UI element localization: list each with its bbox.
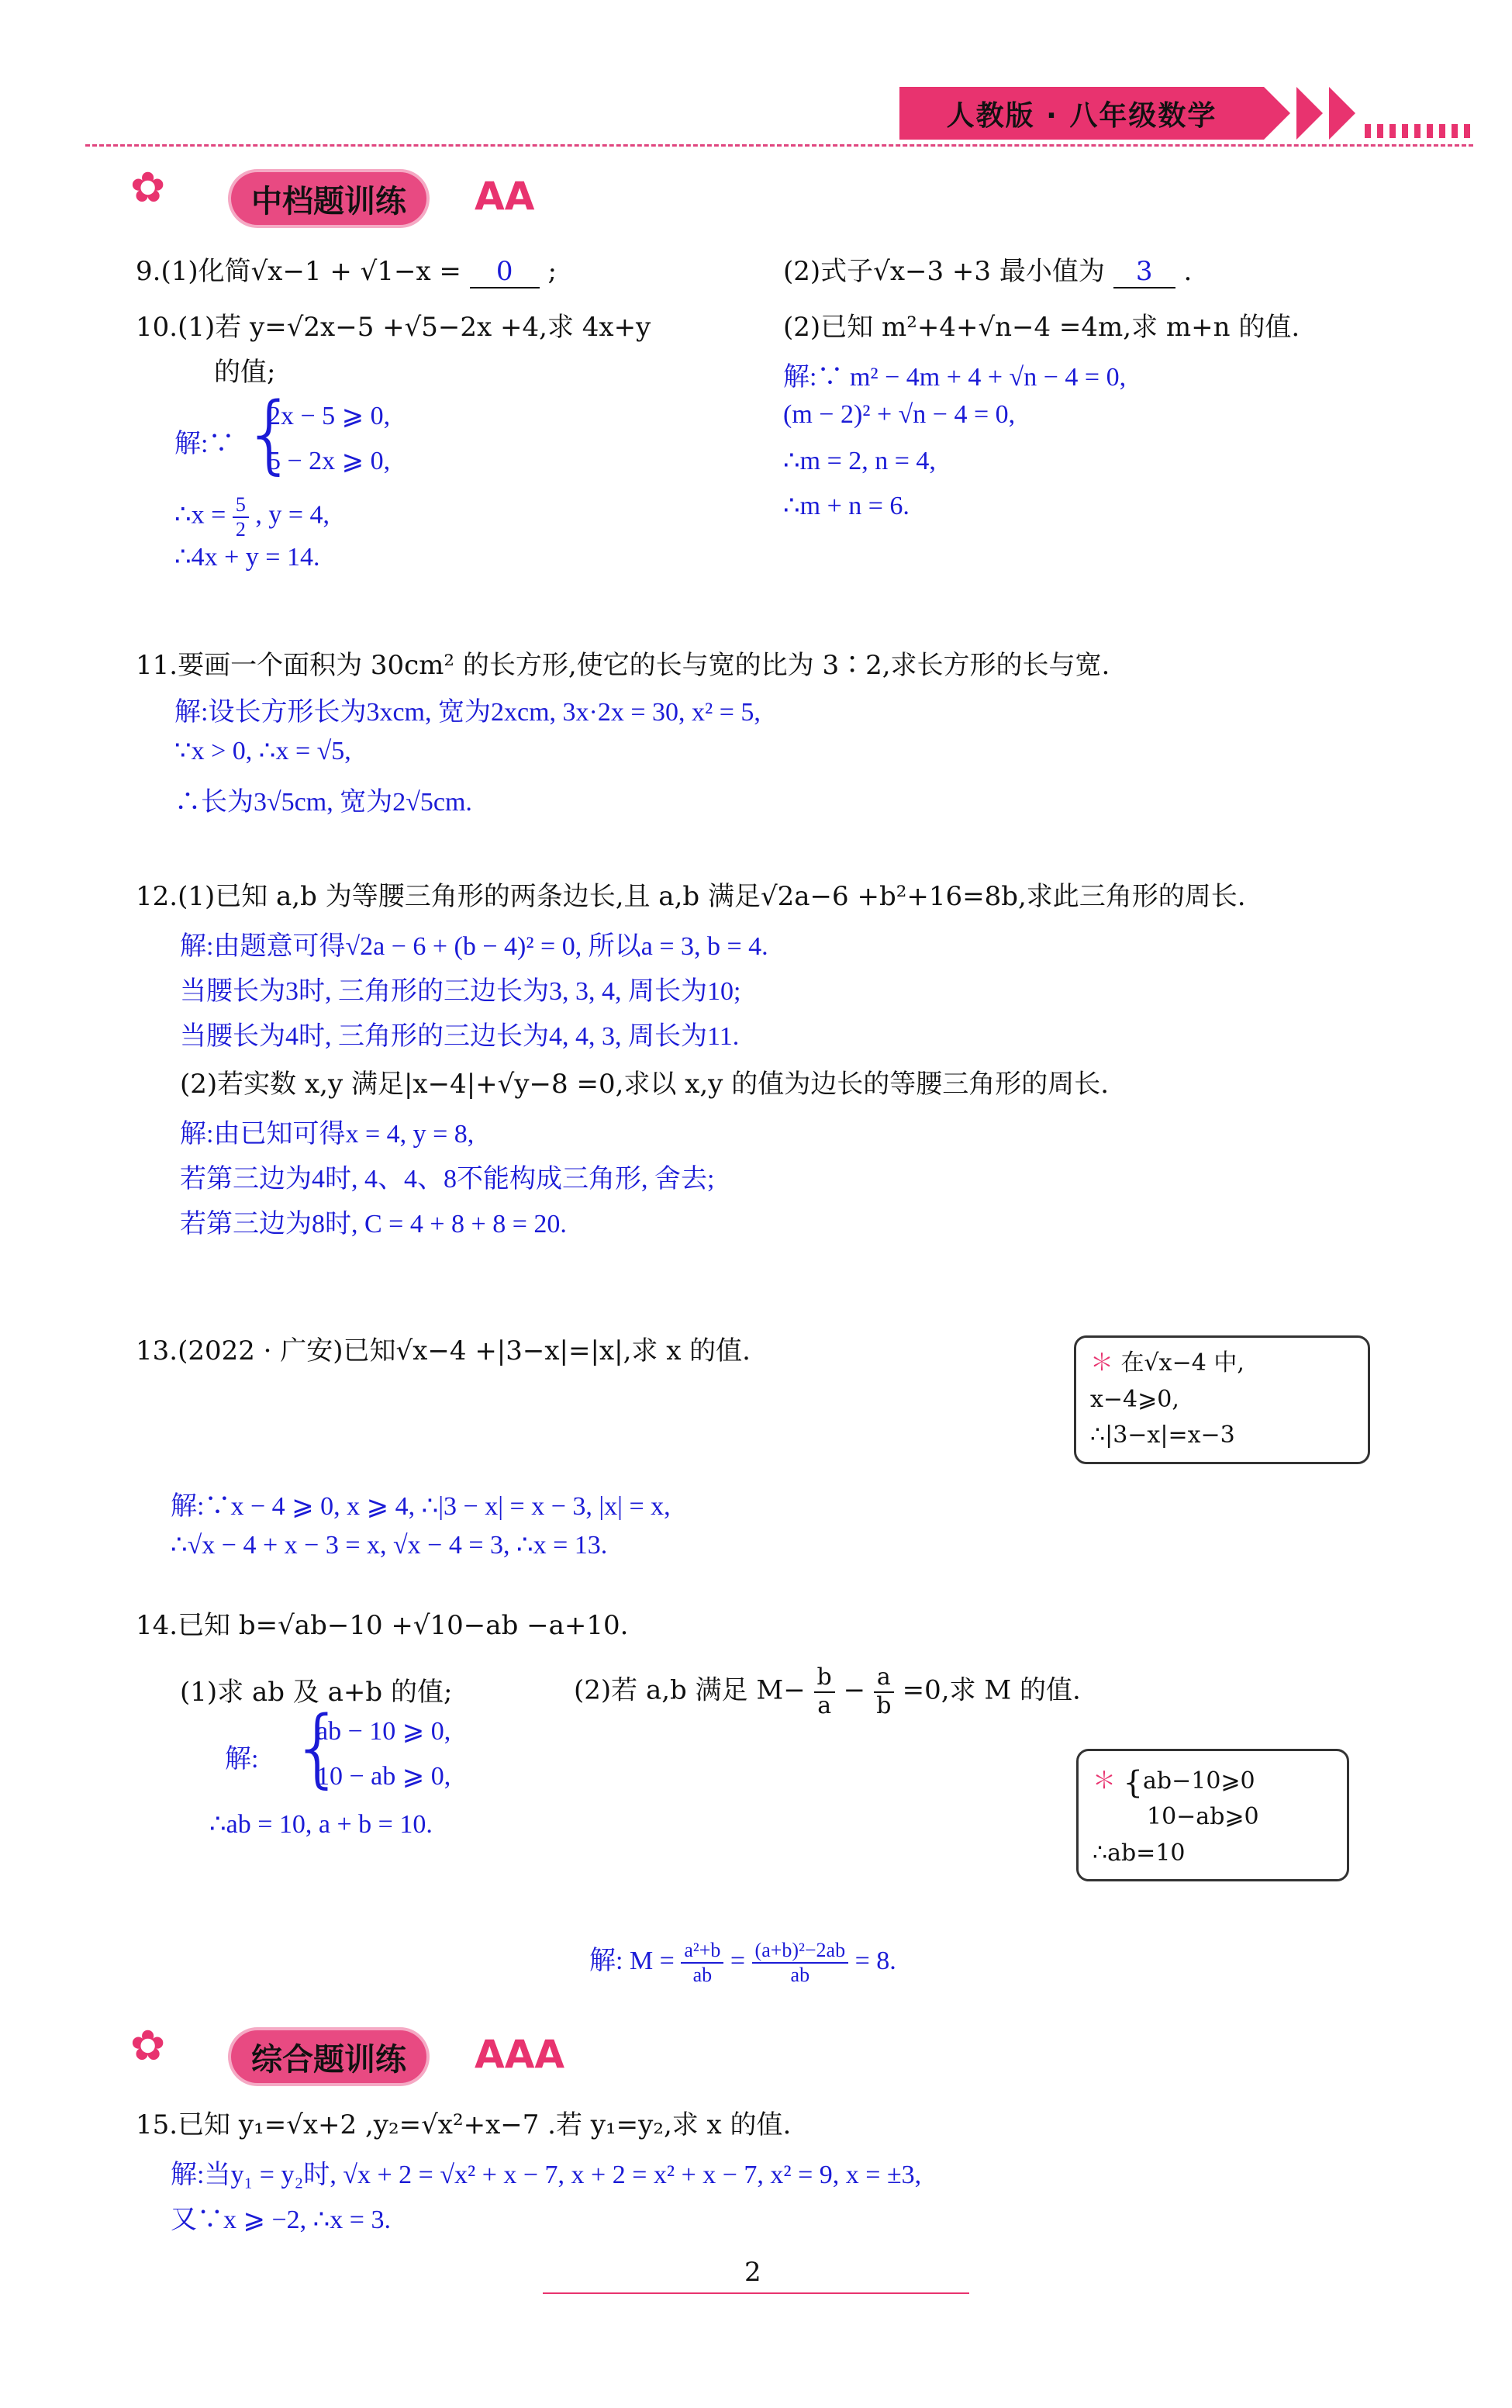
q12-sol2-line1: 解:由已知可得x = 4, y = 8, [180,1120,475,1149]
q14-sol-lead: 解: [225,1745,259,1774]
q10-sol2-line2: (m − 2)² + √n − 4 = 0, [783,400,1016,429]
section-level-comp: AAA [475,2032,565,2077]
chevron-icon [1264,87,1290,140]
header-banner: 人教版 · 八年级数学 [899,87,1264,140]
q14-sol-cond2: 10 − ab ⩾ 0, [316,1762,451,1791]
q10-sol2-line1: 解:∵ m² − 4m + 4 + √n − 4 = 0, [783,363,1127,392]
page-number: 2 [744,2257,761,2288]
section-level-mid: AA [475,174,535,219]
q10-part1-cont: 的值; [214,357,276,388]
q10-sol2-line4: ∴m + n = 6. [783,492,910,520]
header-tail-decoration [1365,124,1473,138]
q14-part2: (2)若 a,b 满足 M− $\frac{b}{a}$ − $\frac{a}{b}$ =0,求 M 的值. [574,1663,1081,1719]
q14-sol-part2: 解: M = $\frac{\text{a²+b}}{ab}$ = $\frac{\text{(a+b)²−2ab}}{ab}$ = 8. [589,1939,896,1987]
q14-part1: (1)求 ab 及 a+b 的值; [180,1677,453,1708]
brace-icon: { [1123,1765,1143,1801]
brace-icon: { [243,384,297,483]
brace-icon: { [291,1698,345,1797]
chevron-icon [1329,87,1355,140]
q13-hint-box: ＊ 在√x−4 中, x−4⩾0, ∴|3−x|=x−3 [1074,1335,1370,1464]
q11-sol-line1: 解:设长方形长为3xcm, 宽为2xcm, 3x·2x = 30, x² = 5, [174,698,761,727]
chevron-icon [1296,87,1323,140]
q12-sol1-line2: 当腰长为3时, 三角形的三边长为3, 3, 4, 周长为10; [180,977,741,1006]
flower-icon: ✿ [130,163,166,212]
q11-sol-line2: ∵x > 0, ∴x = √5, [174,737,351,765]
q14-prompt: 14.已知 b=√ab−10 +√10−ab −a+10. [136,1610,629,1641]
q9-answer1: 0 [470,256,540,288]
q12-sol1-line3: 当腰长为4时, 三角形的三边长为4, 4, 3, 周长为11. [180,1022,740,1051]
star-icon: ＊ [1093,1767,1116,1795]
q13-prompt: 13.(2022 · 广安)已知√x−4 +|3−x|=|x|,求 x 的值. [136,1335,751,1366]
q15-sol-line1: 解:当y₁ = y₂时, √x + 2 = √x² + x − 7, x + 2 = x² + x − 7, x² = 9, x = ±3, [171,2161,922,2189]
header-divider [85,144,1473,147]
q12-part1: 12.(1)已知 a,b 为等腰三角形的两条边长,且 a,b 满足√2a−6 +b²+16=8b,求此三角形的周长. [136,881,1246,912]
q10-sol1-cond2: 5 − 2x ⩾ 0, [268,447,391,475]
star-icon: ＊ [1090,1349,1113,1377]
q9-answer2: 3 [1113,256,1175,288]
q14-hint-box: ＊ {ab−10⩾0 10−ab⩾0 ∴ab=10 [1076,1749,1349,1881]
q12-sol1-line1: 解:由题意可得√2a − 6 + (b − 4)² = 0, 所以a = 3, b = 4. [180,932,768,961]
q10-sol1-line4: ∴4x + y = 14. [174,543,320,572]
q12-sol2-line2: 若第三边为4时, 4、4、8不能构成三角形, 舍去; [180,1165,715,1194]
q10-sol1-line3: ∴x = $\frac{5}{2}$ , y = 4, [174,493,330,541]
q10-sol1-cond1: 2x − 5 ⩾ 0, [268,402,391,430]
q10-part1: 10.(1)若 y=√2x−5 +√5−2x +4,求 4x+y [136,312,651,343]
q14-sol-line3: ∴ab = 10, a + b = 10. [209,1810,433,1839]
q15-sol-line2: 又∵x ⩾ −2, ∴x = 3. [171,2206,391,2234]
footer-divider [543,2292,969,2294]
q14-sol-cond1: ab − 10 ⩾ 0, [316,1717,451,1746]
q12-sol2-line3: 若第三边为8时, C = 4 + 8 + 8 = 20. [180,1210,567,1239]
q10-sol1-lead: 解:∵ [174,430,235,458]
q10-part2: (2)已知 m²+4+√n−4 =4m,求 m+n 的值. [783,312,1300,343]
q15-prompt: 15.已知 y₁=√x+2 ,y₂=√x²+x−7 .若 y₁=y₂,求 x 的值. [136,2109,792,2140]
q9-part1: 9.(1)化简√x−1 + √1−x = 0 ; [136,256,558,287]
q13-sol-line1: 解:∵x − 4 ⩾ 0, x ⩾ 4, ∴|3 − x| = x − 3, |x| = x, [171,1492,671,1521]
section-title-comp: 综合题训练 [231,2030,426,2083]
q11-sol-line3: ∴长为3√5cm, 宽为2√5cm. [174,788,472,817]
section-title-mid: 中档题训练 [231,172,426,225]
q12-part2: (2)若实数 x,y 满足|x−4|+√y−8 =0,求以 x,y 的值为边长的等腰三角形的周长. [180,1069,1110,1100]
flower-icon: ✿ [130,2021,166,2070]
q13-sol-line2: ∴√x − 4 + x − 3 = x, √x − 4 = 3, ∴x = 13. [171,1531,608,1560]
q10-sol2-line3: ∴m = 2, n = 4, [783,447,936,475]
q9-part2: (2)式子√x−3 +3 最小值为 3 . [783,256,1193,287]
q11-prompt: 11.要画一个面积为 30cm² 的长方形,使它的长与宽的比为 3∶2,求长方形的长与宽. [136,650,1110,681]
